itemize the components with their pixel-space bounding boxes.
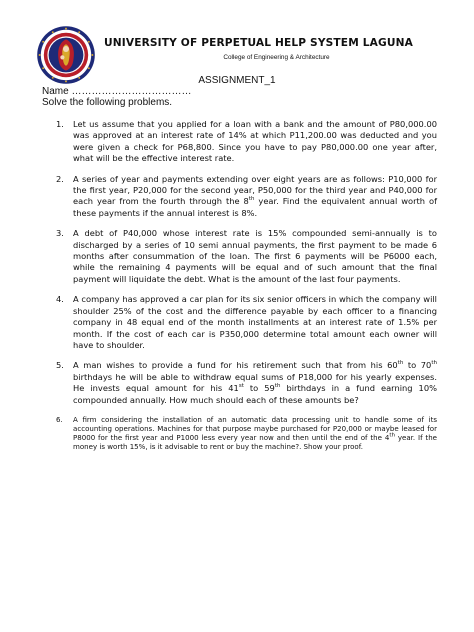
instructions: Solve the following problems.	[42, 97, 173, 108]
name-line: Name ………………………………	[42, 86, 192, 97]
ordinal-suffix: th	[248, 196, 255, 203]
problem-item	[42, 415, 437, 451]
problem-number: 2.	[56, 173, 64, 184]
problem-item	[42, 360, 437, 406]
problem-text: A debt of P40,000 whose interest rate is 15% compounded semi-annually is to discharged by a series of 10 semi annual payments, the first payment to be made 6 months after consummation of the loan. The first 6 payments will be P6000 each, while the remaining 4 payments will be equal and of such amount that the final payment will liquidate the debt. What is the amount of the last four payments.	[73, 228, 437, 284]
problem-text: year. If the money is worth 15%, is it advisable to rent or buy the machine?. Show your proof.	[73, 432, 437, 451]
problem-text: to 70	[403, 360, 432, 371]
problem-number: 3.	[56, 228, 64, 239]
problem-text: to 59	[243, 383, 275, 394]
problem-number: 4.	[56, 294, 64, 305]
problem-number: 6.	[56, 414, 63, 424]
problem-item	[42, 119, 437, 165]
problem-item	[42, 228, 437, 285]
problem-item	[42, 174, 437, 220]
problem-text: A man wishes to provide a fund for his retirement such that from his 60	[73, 360, 398, 371]
ordinal-suffix: th	[397, 360, 404, 367]
ordinal-suffix: st	[238, 383, 244, 390]
college-subtitle: College of Engineering & Architecture	[223, 54, 330, 61]
problem-number: 1.	[56, 119, 64, 129]
problem-text: A company has approved a car plan for its six senior officers in which the company will shoulder 25% of the cost and the difference payable by each officer to a financing company in 48 equal end of the month installments at an interest rate of 1.5% per month. If the cost of each car is P350,000 determine total amount each owner will have to shoulder.	[73, 294, 437, 350]
problem-item	[42, 294, 437, 351]
university-title: UNIVERSITY OF PERPETUAL HELP SYSTEM LAGUNA	[104, 37, 413, 49]
problem-list	[42, 119, 437, 451]
assignment-title: ASSIGNMENT_1	[198, 75, 276, 86]
problem-text: birthdays he will be able to withdraw equal sums of P18,000 for his yearly expenses. He invests equal amount for his 41	[73, 371, 437, 394]
problem-text: Let us assume that you applied for a loan with a bank and the amount of P80,000.00 was approved at an interest rate of 14% at which P11,200.00 was deducted and you were given a check for P68,800. Since you have to pay P80,000.00 one year after, what will be the effective interest rate.	[73, 119, 437, 164]
problem-text: year. Find the equivalent annual worth of these payments if the annual interest is 8%.	[73, 196, 438, 218]
problem-text: A firm considering the installation of an automatic data processing unit to handle some of its accounting operations. Machines for that purpose maybe purchased for P20,000 or maybe leased for P8000 for the first year and P1000 less every year now and then until the end of the 4	[73, 414, 437, 442]
ordinal-suffix: th	[389, 432, 395, 439]
problem-number: 5.	[56, 360, 64, 371]
ordinal-suffix: th	[274, 383, 281, 390]
problem-text: A series of year and payments extending over eight years are as follows: P10,000 for the first year, P20,000 for the second year, P50,000 for the third year and P40,000 for each year from the fourth through the 8	[73, 173, 437, 207]
problem-text: birthdays in a fund earning 10% compounded annually. How much should each of these amounts be?	[73, 383, 437, 405]
ordinal-suffix: th	[431, 360, 437, 367]
